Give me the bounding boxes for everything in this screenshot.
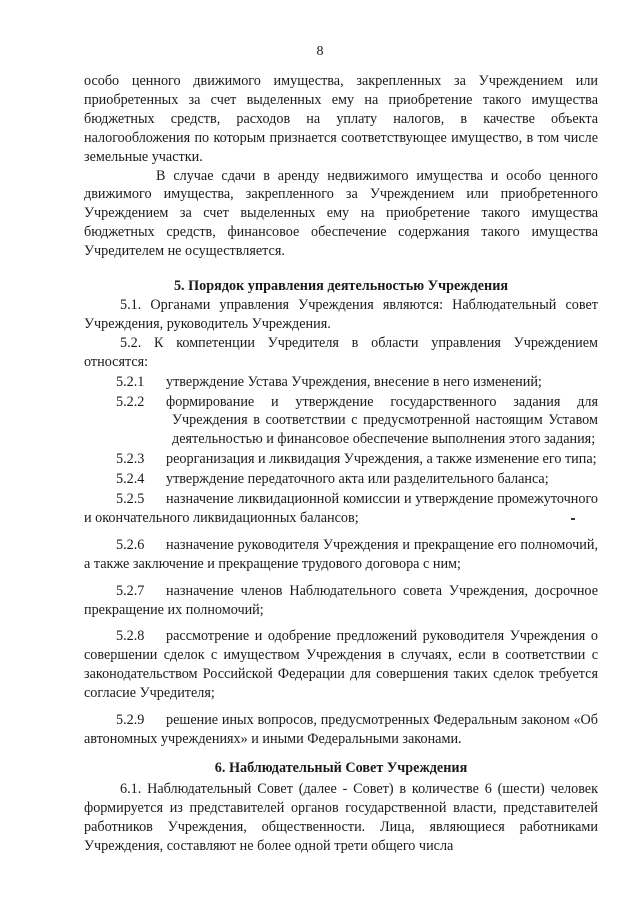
item-text: формирование и утверждение государственного задания для Учреждения в соответствии с предусмотренной настоящим Уставом деятельностью и финансовое обеспечение выполнения этого задания; xyxy=(166,393,598,448)
list-item-5-2-9 xyxy=(84,711,598,749)
section-5-heading: 5. Порядок управления деятельностью Учреждения xyxy=(173,278,509,295)
list-item-5-2-6 xyxy=(84,536,598,574)
list-item-5-2-8 xyxy=(84,627,598,703)
item-number: 5.2.2 xyxy=(116,393,145,410)
scan-mark xyxy=(571,518,575,520)
list-item-5-2-1 xyxy=(84,373,598,392)
item-text: назначение ликвидационной комиссии и утверждение промежуточного и окончательного ликвидационных балансов; xyxy=(84,491,598,526)
list-item-5-2-3 xyxy=(84,450,598,469)
item-text: назначение руководителя Учреждения и прекращение его полномочий, а также заключение и прекращение трудового договора с ним; xyxy=(84,536,598,572)
list-item-5-2-2 xyxy=(84,393,598,450)
item-text: утверждение передаточного акта или разделительного баланса; xyxy=(166,471,549,488)
paragraph-5-1: 5.1. Органами управления Учреждения являются: Наблюдательный совет Учреждения, руководитель Учреждения. xyxy=(84,296,598,332)
paragraph-lease: В случае сдачи в аренду недвижимого имущества и особо ценного движимого имущества, закрепленного за Учреждением или приобретенного Учреждением за счет выделенных ему на приобретение такого имущества бюджетных средств, финансовое обеспечение содержания такого имущества Учредителем не осуществляется. xyxy=(84,167,598,260)
paragraph-5-2: 5.2. К компетенции Учредителя в области управления Учреждением относятся: xyxy=(84,334,598,370)
paragraph-6-1: 6.1. Наблюдательный Совет (далее - Совет) в количестве 6 (шести) человек формируется из представителей органов государственной власти, представителей работников Учреждения, общественности. Лица, являющиеся работниками Учреждения, составляют не более одной трети общего числа xyxy=(84,780,598,854)
item-number: 5.2.8 xyxy=(116,628,145,645)
item-number: 5.2.9 xyxy=(116,712,145,729)
item-text: назначение членов Наблюдательного совета Учреждения, досрочное прекращение их полномочий; xyxy=(84,582,598,618)
item-text: решение иных вопросов, предусмотренных Федеральным законом «Об автономных учреждениях» и иными Федеральными законами. xyxy=(84,712,598,747)
section-6-heading: 6. Наблюдательный Совет Учреждения xyxy=(214,759,468,776)
list-item-5-2-7 xyxy=(84,582,598,620)
page-number: 8 xyxy=(316,44,324,59)
paragraph-continuation: особо ценного движимого имущества, закрепленных за Учреждением или приобретенных за счет выделенных ему на приобретение такого имущества бюджетных средств, расходов на уплату налогов, в качестве объекта налогообложения по которым признается соответствующее имущество, в том числе земельные участки. xyxy=(84,73,598,165)
item-number: 5.2.3 xyxy=(116,451,145,468)
list-item-5-2-4 xyxy=(84,470,598,489)
item-text: утверждение Устава Учреждения, внесение в него изменений; xyxy=(166,373,542,390)
item-number: 5.2.5 xyxy=(116,491,145,508)
item-number: 5.2.7 xyxy=(116,582,145,599)
item-text: реорганизация и ликвидация Учреждения, а также изменение его типа; xyxy=(166,451,597,468)
item-number: 5.2.4 xyxy=(116,471,145,488)
item-text: рассмотрение и одобрение предложений руководителя Учреждения о совершении сделок с имуществом Учреждения в случаях, если в соответствии с законодательством Российской Федерации для совершения таких сделок требуется согласие Учредителя; xyxy=(84,628,598,702)
list-item-5-2-5 xyxy=(84,490,598,528)
document-body xyxy=(84,72,598,855)
item-number: 5.2.1 xyxy=(116,373,145,390)
item-number: 5.2.6 xyxy=(116,536,145,553)
